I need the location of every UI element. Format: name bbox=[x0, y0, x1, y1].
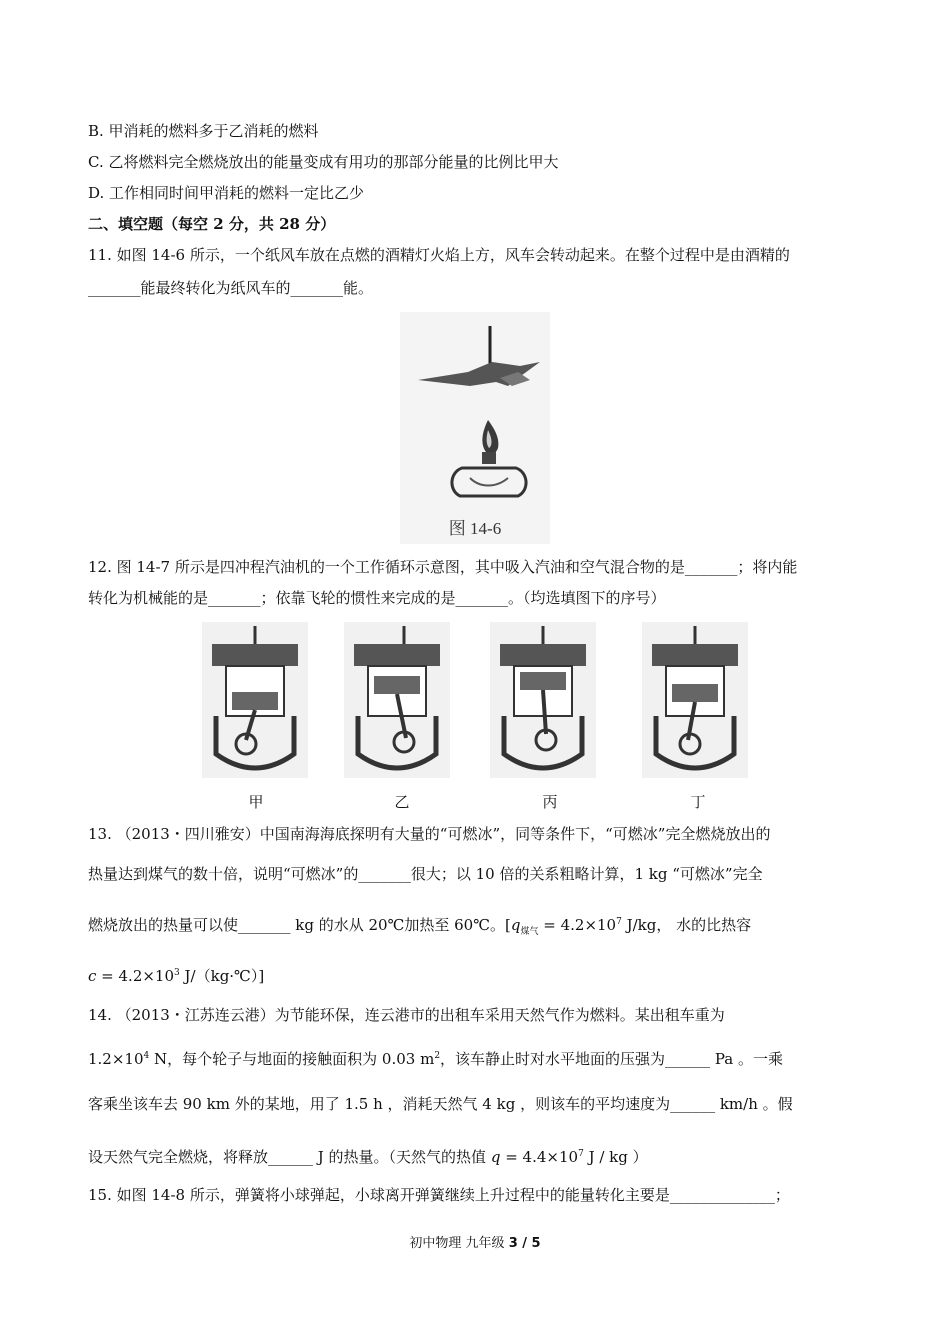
question-15-line1: 15. 如图 14-8 所示，弹簧将小球弹起，小球离开弹簧继续上升过程中的能量转化主要是______________； bbox=[88, 1186, 790, 1204]
question-14-line2: $1.2\times 10^4$ N，每个轮子与地面的接触面积为 0.03 $m^2$，该车静止时对水平地面的压强为______ Pa 。一乘 bbox=[88, 1050, 783, 1068]
section-heading: 二、填空题（每空 2 分，共 28 分） bbox=[88, 215, 336, 233]
question-13-line3: 燃烧放出的热量可以使_______ kg 的水从 20℃加热至 60℃。[$q_{煤气} = 4.2\times 10^7$ J/kg， 水的比热容 bbox=[88, 916, 752, 937]
engine-diagram-jia bbox=[202, 622, 308, 778]
option-c: C. 乙将燃料完全燃烧放出的能量变成有用功的那部分能量的比例比甲大 bbox=[88, 153, 559, 171]
engine-label-ding: 丁 bbox=[690, 793, 706, 811]
engine-label-yi: 乙 bbox=[394, 793, 410, 811]
page-number: 3 / 5 bbox=[508, 1236, 541, 1251]
figure-14-6-caption: 图 14-6 bbox=[448, 519, 502, 538]
question-12-line1: 12. 图 14-7 所示是四冲程汽油机的一个工作循环示意图，其中吸入汽油和空气混合物的是_______；将内能 bbox=[88, 558, 798, 576]
engine-diagram-bing bbox=[490, 622, 596, 778]
lamp-neck bbox=[482, 452, 496, 464]
option-b: B. 甲消耗的燃料多于乙消耗的燃料 bbox=[88, 122, 319, 140]
engine-label-jia: 甲 bbox=[248, 793, 264, 811]
question-14-line3: 客乘坐该车去 90 km 外的某地，用了 1.5 h ，消耗天然气 4 kg ，则该车的平均速度为______ km/h 。假 bbox=[88, 1095, 793, 1113]
question-11-line1: 11. 如图 14-6 所示，一个纸风车放在点燃的酒精灯火焰上方，风车会转动起来。在整个过程中是由酒精的 bbox=[88, 246, 790, 264]
question-13-line4: $c = 4.2\times 10^3$ J/（kg·℃）] bbox=[88, 967, 265, 985]
engine-label-bing: 丙 bbox=[542, 793, 558, 811]
question-14-line1: 14. （2013・江苏连云港）为节能环保，连云港市的出租车采用天然气作为燃料。某出租车重为 bbox=[88, 1006, 725, 1024]
page-footer bbox=[0, 1232, 950, 1251]
question-13-line2: 热量达到煤气的数十倍，说明“可燃冰”的_______很大；以 10 倍的关系粗略计算，1 kg “可燃冰”完全 bbox=[88, 865, 763, 883]
question-14-line4: 设天然气完全燃烧，将释放______ J 的热量。（天然气的热值 $q = 4.4\times 10^7$ J / kg ） bbox=[88, 1148, 648, 1166]
option-d: D. 工作相同时间甲消耗的燃料一定比乙少 bbox=[88, 184, 365, 202]
question-13-line1: 13. （2013・四川雅安）中国南海海底探明有大量的“可燃冰”，同等条件下，“可燃冰”完全燃烧放出的 bbox=[88, 825, 771, 843]
engine-diagram-yi bbox=[344, 622, 450, 778]
question-11-line2: _______能最终转化为纸风车的_______能。 bbox=[88, 279, 374, 297]
engine-diagram-ding bbox=[642, 622, 748, 778]
figure-14-6 bbox=[400, 312, 550, 544]
question-12-line2: 转化为机械能的是_______；依靠飞轮的惯性来完成的是_______。（均选填图下的序号） bbox=[88, 589, 666, 607]
footer-text: 初中物理 九年级 bbox=[409, 1236, 509, 1251]
